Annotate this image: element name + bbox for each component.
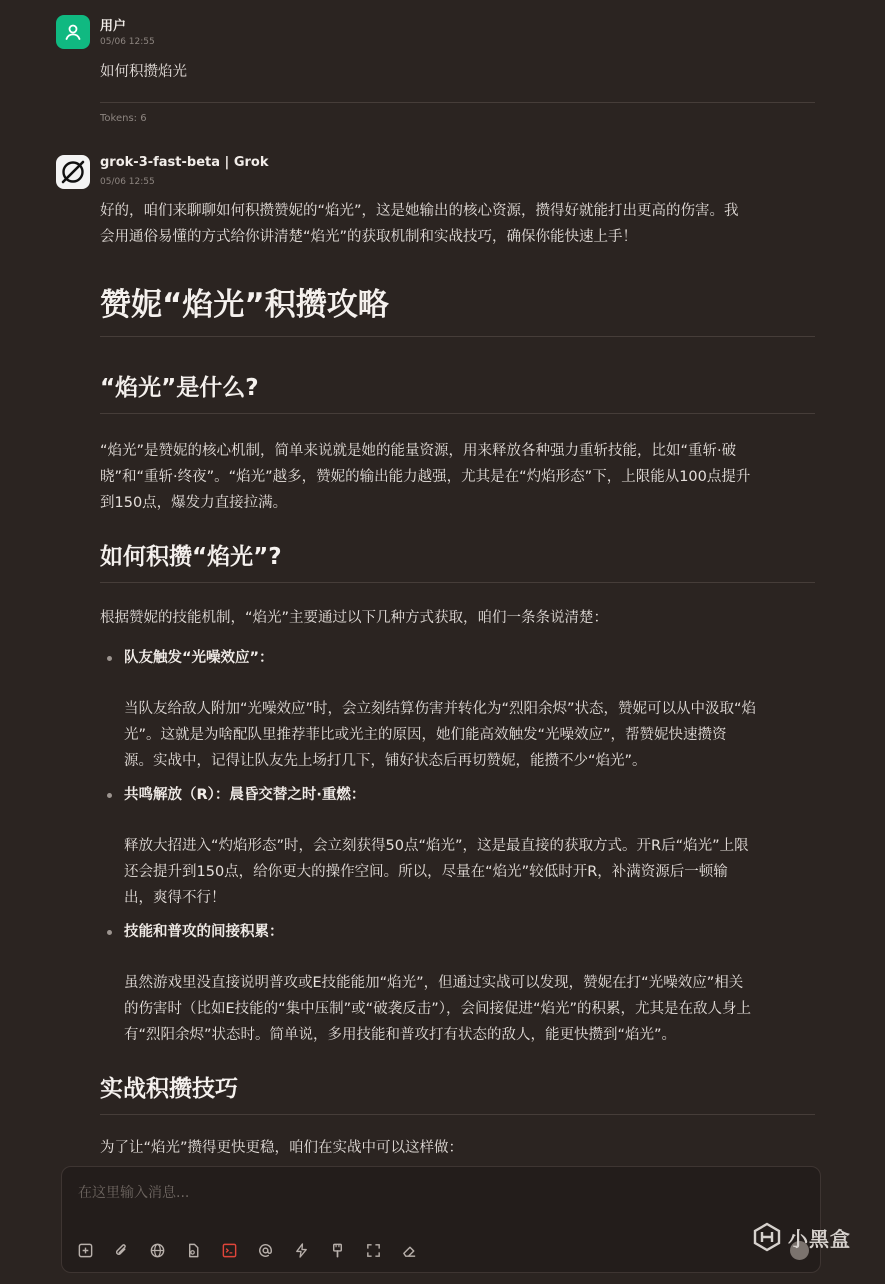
- bullet-line: 的伤害时（比如E技能的“集中压制”或“破袭反击”），会间接促进“焰光”的积累，尤其是在敌人身上: [124, 1001, 751, 1017]
- bullet-line: 释放大招进入“灼焰形态”时，会立刻获得50点“焰光”，这是最直接的获取方式。开R后“焰光”上限: [124, 838, 749, 854]
- file-icon[interactable]: [184, 1241, 203, 1260]
- list-item: [100, 919, 815, 1048]
- intro-line-1: 好的，咱们来聊聊如何积攒赞妮的“焰光”，这是她输出的核心资源，攒得好就能打出更高的伤害。我: [100, 203, 739, 219]
- globe-icon[interactable]: [148, 1241, 167, 1260]
- bullet-line: 当队友给敌人附加“光噪效应”时，会立刻结算伤害并转化为“烈阳余烬”状态，赞妮可以从中汲取“焰: [124, 701, 757, 717]
- user-icon: [63, 22, 83, 42]
- assistant-body: [100, 198, 815, 1161]
- section1-heading: “焰光”是什么?: [100, 375, 259, 401]
- intro-line-2: 会用通俗易懂的方式给你讲清楚“焰光”的获取机制和实战技巧，确保你能快速上手！: [100, 229, 638, 245]
- section1-line-2: 晓”和“重斩·终夜”。“焰光”越多，赞妮的输出能力越强，尤其是在“灼焰形态”下，上限能从100点提升: [100, 469, 751, 485]
- section3-heading: 实战积攒技巧: [100, 1076, 238, 1102]
- bullet-line: 还会提升到150点，给你更大的操作空间。所以，尽量在“焰光”较低时开R，补满资源后一顿输: [124, 864, 728, 880]
- eraser-icon[interactable]: [400, 1241, 419, 1260]
- bullet-title: 共鸣解放（R）：晨昏交替之时·重燃：: [124, 787, 366, 803]
- expand-icon[interactable]: [364, 1241, 383, 1260]
- grok-logo-icon: [60, 159, 86, 185]
- watermark: [752, 1222, 851, 1252]
- composer-toolbar: [76, 1241, 419, 1261]
- lightning-icon[interactable]: [292, 1241, 311, 1260]
- bullet-line: 出，爽得不行！: [124, 890, 226, 906]
- user-name: 用户: [100, 19, 127, 34]
- section2-heading: 如何积攒“焰光”?: [100, 544, 282, 570]
- composer-box[interactable]: [61, 1166, 821, 1273]
- bullet-dot: [107, 656, 112, 661]
- list-item: [100, 645, 815, 774]
- bullet-title: 队友触发“光噪效应”：: [124, 650, 274, 666]
- assistant-message: [0, 150, 885, 1166]
- section1-line-1: “焰光”是赞妮的核心机制，简单来说就是她的能量资源，用来释放各种强力重斩技能，比如“重斩·破: [100, 443, 737, 459]
- bullet-line: 有“烈阳余烬”状态时。简单说，多用技能和普攻打有状态的敌人，能更快攒到“焰光”。: [124, 1027, 677, 1043]
- article-title: 赞妮“焰光”积攒攻略: [100, 287, 389, 323]
- divider: [100, 102, 815, 103]
- watermark-text: 小黑盒: [788, 1226, 851, 1251]
- user-timestamp: 05/06 12:55: [100, 37, 155, 47]
- xiaoheihe-logo-icon: [752, 1222, 782, 1252]
- token-count: Tokens: 6: [100, 113, 147, 124]
- message-input[interactable]: [76, 1181, 800, 1205]
- section2-intro: 根据赞妮的技能机制，“焰光”主要通过以下几种方式获取，咱们一条条说清楚：: [100, 610, 609, 626]
- user-message-text: 如何积攒焰光: [100, 64, 187, 80]
- bullet-dot: [107, 930, 112, 935]
- new-chat-icon[interactable]: [76, 1241, 95, 1260]
- section1-line-3: 到150点，爆发力直接拉满。: [100, 495, 288, 511]
- terminal-icon[interactable]: [220, 1241, 239, 1260]
- bullet-title: 技能和普攻的间接积累：: [124, 924, 284, 940]
- bullet-line: 源。实战中，记得让队友先上场打几下，铺好状态后再切赞妮，能攒不少“焰光”。: [124, 753, 647, 769]
- section3-intro: 为了让“焰光”攒得更快更稳，咱们在实战中可以这样做：: [100, 1140, 464, 1156]
- list-item: [100, 782, 815, 911]
- user-avatar: [56, 15, 90, 49]
- at-icon[interactable]: [256, 1241, 275, 1260]
- grok-avatar: [56, 155, 90, 189]
- user-message: [0, 0, 885, 130]
- bullet-line: 光”。这就是为啥配队里推荐菲比或光主的原因，她们能高效触发“光噪效应”，帮赞妮快速攒资: [124, 727, 727, 743]
- assistant-timestamp: 05/06 12:55: [100, 177, 155, 187]
- paperclip-icon[interactable]: [112, 1241, 131, 1260]
- bullet-line: 虽然游戏里没直接说明普攻或E技能能加“焰光”，但通过实战可以发现，赞妮在打“光噪效应”相关: [124, 975, 744, 991]
- brush-icon[interactable]: [328, 1241, 347, 1260]
- bullet-dot: [107, 793, 112, 798]
- assistant-name: grok-3-fast-beta | Grok: [100, 155, 269, 170]
